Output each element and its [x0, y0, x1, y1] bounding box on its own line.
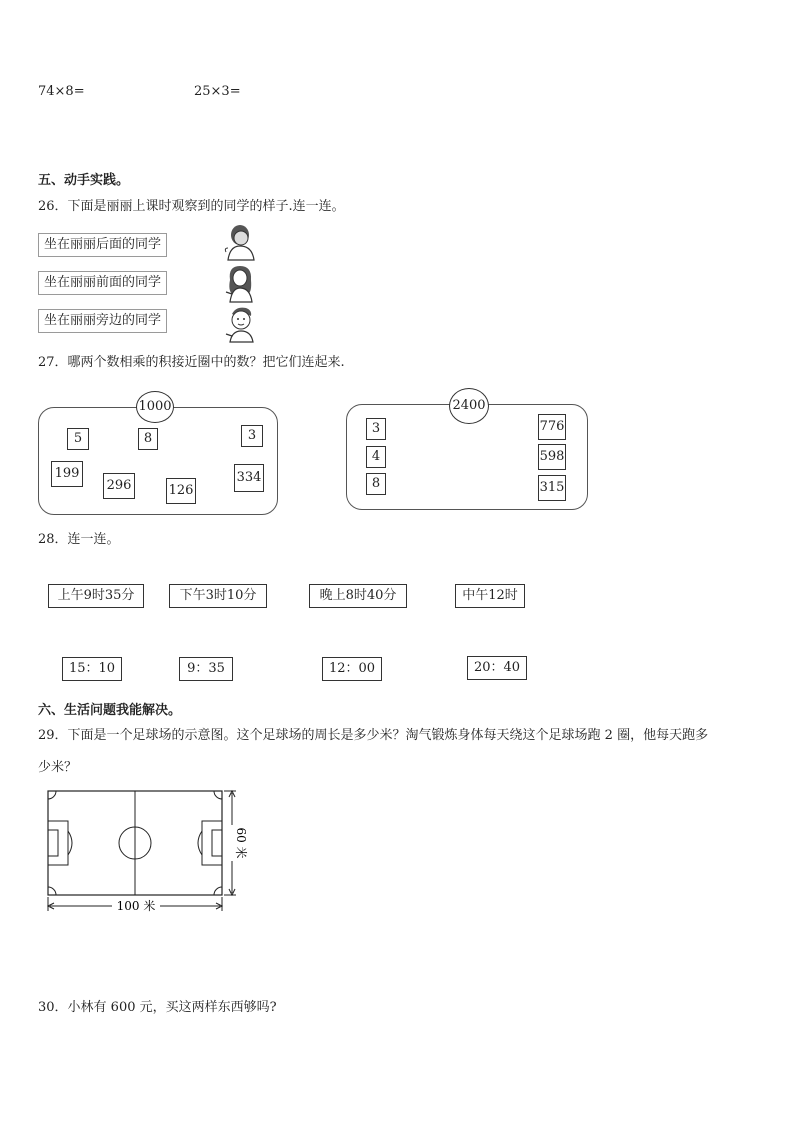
question-29-text-line1: 29．下面是一个足球场的示意图。这个足球场的周长是多少米？淘气锻炼身体每天绕这个足球场跑 2 圈，他每天跑多 [38, 728, 709, 743]
girl-front-view-icon [222, 262, 258, 304]
q28-top-time: 晚上8时40分 [309, 584, 407, 608]
q27-left-number: 199 [51, 461, 83, 487]
q26-label-side: 坐在丽丽旁边的同学 [38, 309, 167, 333]
q27-right-number: 4 [366, 446, 386, 468]
question-29-text-line2: 少米？ [38, 760, 78, 775]
q28-bottom-time: 12：00 [322, 657, 382, 681]
q27-right-target: 2400 [449, 388, 489, 424]
q28-bottom-time: 9：35 [179, 657, 233, 681]
q27-left-target: 1000 [136, 391, 174, 423]
q26-label-front: 坐在丽丽前面的同学 [38, 271, 167, 295]
field-length-label: 100 米 [116, 899, 156, 913]
calc-expr-1: 74×8= [38, 84, 85, 99]
q28-bottom-time: 15：10 [62, 657, 122, 681]
q27-right-number: 776 [538, 414, 566, 440]
calc-expr-2: 25×3= [194, 84, 241, 99]
q26-label-behind: 坐在丽丽后面的同学 [38, 233, 167, 257]
question-26-text: 26．下面是丽丽上课时观察到的同学的样子.连一连。 [38, 199, 345, 214]
q27-left-number: 334 [234, 464, 264, 492]
q28-bottom-time: 20：40 [467, 656, 527, 680]
q28-top-time: 下午3时10分 [169, 584, 267, 608]
q27-right-number: 315 [538, 475, 566, 501]
question-30-text: 30．小林有 600 元，买这两样东西够吗? [38, 1000, 277, 1015]
q27-left-number: 3 [241, 425, 263, 447]
q27-left-number: 5 [67, 428, 89, 450]
question-27-text: 27．哪两个数相乘的积接近圈中的数？把它们连起来. [38, 355, 345, 370]
q27-left-number: 126 [166, 478, 196, 504]
football-field-diagram [40, 785, 250, 917]
boy-side-view-icon [224, 304, 258, 344]
field-width-label: 60 米 [234, 827, 248, 859]
q27-left-number: 8 [138, 428, 158, 450]
q27-left-number: 296 [103, 473, 135, 499]
q27-right-number: 598 [538, 444, 566, 470]
q27-right-number: 3 [366, 418, 386, 440]
question-28-text: 28．连一连。 [38, 532, 120, 547]
section-5-heading: 五、动手实践。 [38, 173, 130, 188]
q28-top-time: 中午12时 [455, 584, 525, 608]
section-6-heading: 六、生活问题我能解决。 [38, 703, 182, 718]
q27-right-number: 8 [366, 473, 386, 495]
student-back-view-icon [222, 222, 258, 262]
q28-top-time: 上午9时35分 [48, 584, 144, 608]
